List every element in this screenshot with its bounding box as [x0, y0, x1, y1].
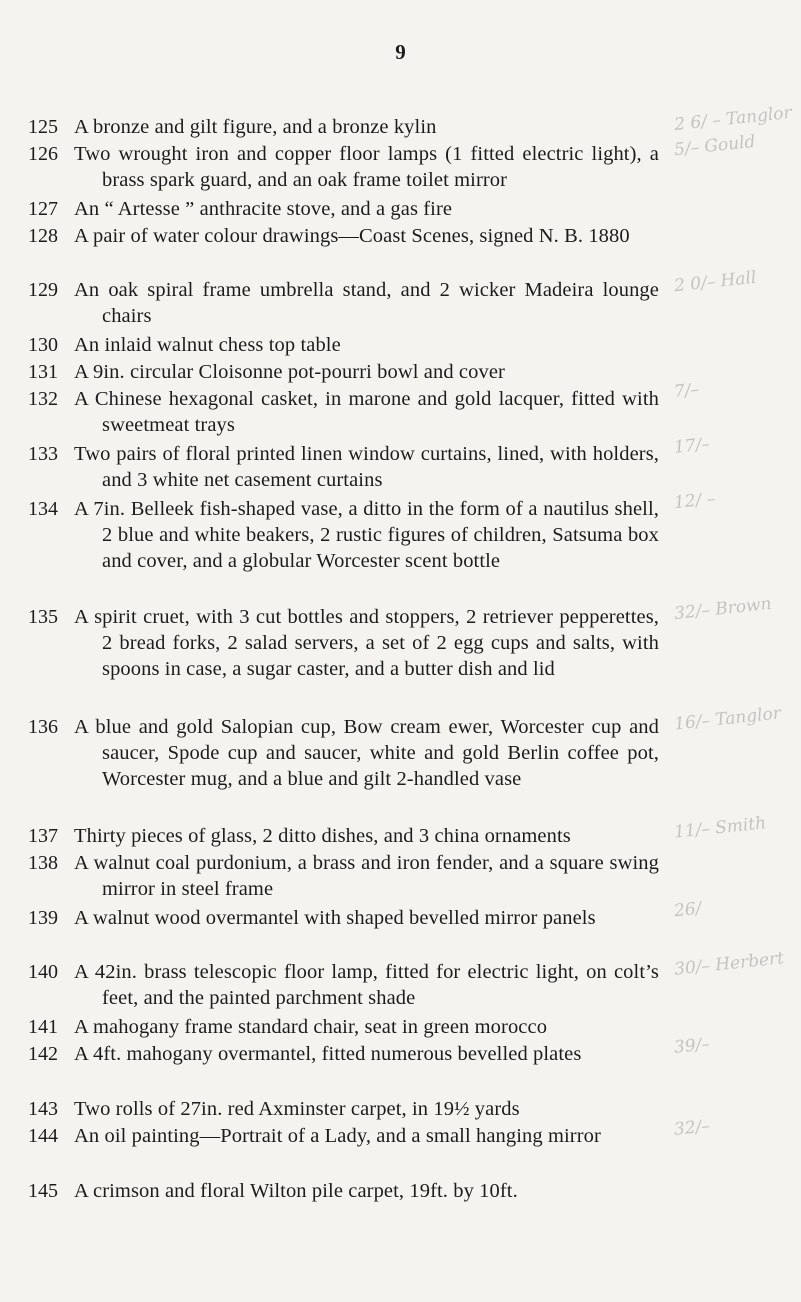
lot-description: Two pairs of floral printed linen window curtains, lined, with holders, and 3 white net casement curtains — [74, 443, 659, 491]
lot-number: 125 — [28, 116, 58, 138]
lot-number: 140 — [28, 961, 58, 983]
handwritten-annotation: 32/– — [673, 1116, 711, 1140]
page-number: 9 — [395, 40, 406, 64]
lot-number: 141 — [28, 1016, 58, 1038]
lot-number: 144 — [28, 1125, 58, 1147]
handwritten-annotation: 12/ – — [673, 488, 717, 514]
lot-description: A walnut wood overmantel with shaped bevelled mirror panels — [74, 907, 596, 929]
lot-number: 137 — [28, 825, 58, 847]
lot-number: 145 — [28, 1180, 58, 1202]
lot-description: A 4ft. mahogany overmantel, fitted numerous bevelled plates — [74, 1043, 582, 1065]
lot-description: An “ Artesse ” anthracite stove, and a gas fire — [74, 198, 453, 220]
lot-number: 130 — [28, 334, 58, 356]
lot-number: 127 — [28, 198, 58, 220]
lot-description: A blue and gold Salopian cup, Bow cream ewer, Worcester cup and saucer, Spode cup and saucer, white and gold Berlin coffee pot, Worcester mug, and a blue and gilt 2-handled vase — [74, 716, 659, 790]
lot-description: Two rolls of 27in. red Axminster carpet, in 19½ yards — [74, 1098, 520, 1120]
lot-number: 143 — [28, 1098, 58, 1120]
lot-description: A pair of water colour drawings—Coast Scenes, signed N. B. 1880 — [74, 225, 630, 247]
lot-description: Thirty pieces of glass, 2 ditto dishes, and 3 china ornaments — [74, 825, 571, 847]
lot-number: 133 — [28, 443, 58, 465]
handwritten-annotation: 2 0/– Hall — [673, 267, 758, 297]
lot-number: 138 — [28, 852, 58, 874]
lot-description: A 9in. circular Cloisonne pot-pourri bowl and cover — [74, 361, 505, 383]
lot-number: 132 — [28, 388, 58, 410]
handwritten-annotation: 2 6/ – Tanglor — [673, 102, 793, 136]
lot-number: 139 — [28, 907, 58, 929]
lot-description: A walnut coal purdonium, a brass and iron fender, and a square swing mirror in steel frame — [74, 852, 659, 900]
handwritten-annotation: 11/– Smith — [673, 813, 768, 843]
lot-description: A 42in. brass telescopic floor lamp, fitted for electric light, on colt’s feet, and the painted parchment shade — [74, 961, 659, 1009]
lot-number: 135 — [28, 606, 58, 628]
handwritten-annotation: 32/– Brown — [673, 593, 773, 625]
lot-description: An oak spiral frame umbrella stand, and 2 wicker Madeira lounge chairs — [74, 279, 659, 327]
lot-description: Two wrought iron and copper floor lamps (1 fitted electric light), a brass spark guard, and an oak frame toilet mirror — [74, 143, 659, 191]
handwritten-annotation: 26/ — [673, 898, 703, 922]
lot-description: A bronze and gilt figure, and a bronze kylin — [74, 116, 437, 138]
lot-number: 142 — [28, 1043, 58, 1065]
lot-description: A mahogany frame standard chair, seat in green morocco — [74, 1016, 548, 1038]
lot-number: 128 — [28, 225, 58, 247]
handwritten-annotation: 5/– Gould — [673, 131, 757, 161]
lot-description: A crimson and floral Wilton pile carpet, 19ft. by 10ft. — [74, 1180, 518, 1202]
lot-description: An inlaid walnut chess top table — [74, 334, 341, 356]
lot-description: A 7in. Belleek fish-shaped vase, a ditto in the form of a nautilus shell, 2 blue and white beakers, 2 rustic figures of children, Satsuma box and cover, and a globular Worcester scent bottle — [74, 498, 659, 572]
lot-description: A spirit cruet, with 3 cut bottles and stoppers, 2 retriever pepperettes, 2 bread forks, 2 salad servers, a set of 2 egg cups and salts, with spoons in case, a sugar caster, and a butter dish and lid — [74, 606, 659, 680]
lot-number: 136 — [28, 716, 58, 738]
handwritten-annotation: 7/– — [673, 379, 701, 403]
handwritten-annotation: 39/– — [673, 1034, 711, 1058]
lot-number: 131 — [28, 361, 58, 383]
lot-description: A Chinese hexagonal casket, in marone and gold lacquer, fitted with sweetmeat trays — [74, 388, 659, 436]
handwritten-annotation: 17/– — [673, 434, 711, 458]
lot-number: 134 — [28, 498, 58, 520]
handwritten-annotation: 16/– Tanglor — [673, 703, 782, 735]
lot-number: 129 — [28, 279, 58, 301]
lot-description: An oil painting—Portrait of a Lady, and a small hanging mirror — [74, 1125, 601, 1147]
lot-number: 126 — [28, 143, 58, 165]
handwritten-annotation: 30/– Herbert — [673, 948, 785, 980]
